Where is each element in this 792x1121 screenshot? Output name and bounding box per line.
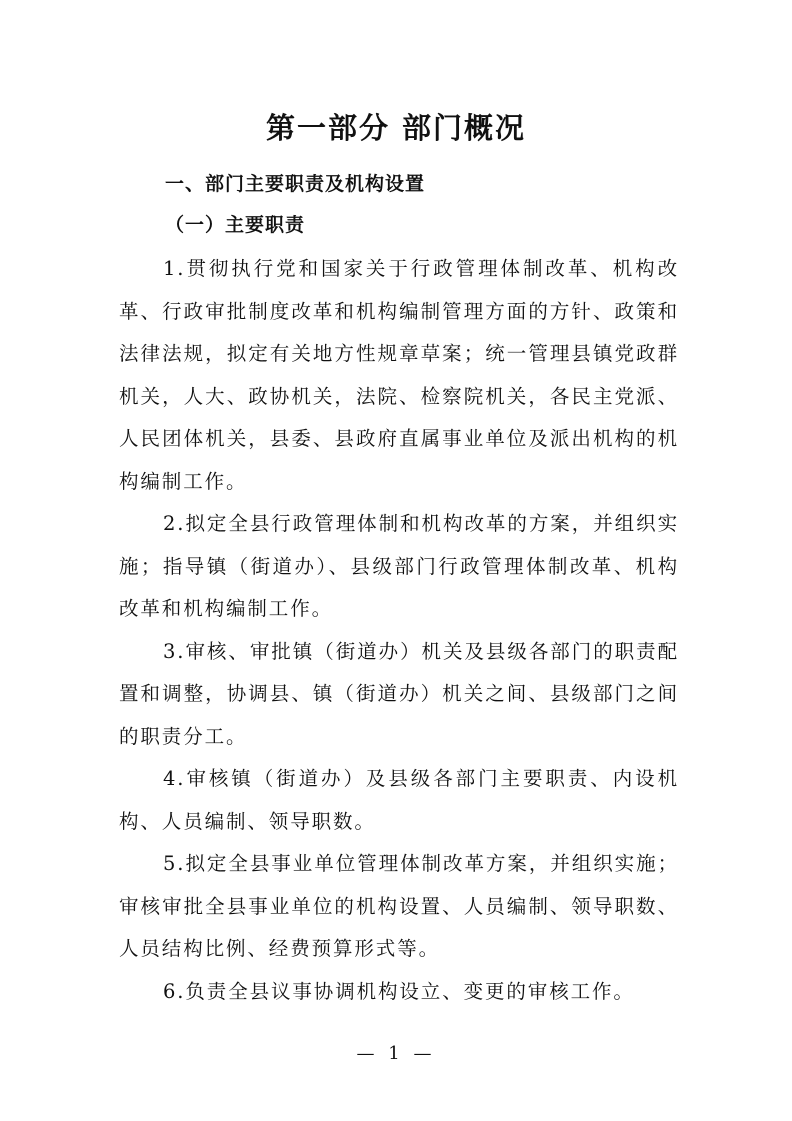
- paragraph-4: 4.审核镇（街道办）及县级各部门主要职责、内设机构、人员编制、领导职数。: [119, 767, 679, 833]
- page-number: — 1 —: [356, 1043, 436, 1064]
- paragraph-6: 6.负责全县议事协调机构设立、变更的审核工作。: [163, 979, 635, 1003]
- section-heading: 一、部门主要职责及机构设置: [165, 173, 426, 195]
- paragraph-2: 2.拟定全县行政管理体制和机构改革的方案，并组织实施；指导镇（街道办）、县级部门行政管理体制改革、机构改革和机构编制工作。: [119, 512, 679, 620]
- body-text: [119, 248, 679, 1013]
- paragraph-1: 1.贯彻执行党和国家关于行政管理体制改革、机构改革、行政审批制度改革和机构编制管理方面的方针、政策和法律法规，拟定有关地方性规章草案；统一管理县镇党政群机关，人大、政协机关，法院、检察院机关，各民主党派、人民团体机关，县委、县政府直属事业单位及派出机构的机构编制工作。: [119, 257, 679, 493]
- paragraph-5: 5.拟定全县事业单位管理体制改革方案，并组织实施；审核审批全县事业单位的机构设置、人员编制、领导职数、人员结构比例、经费预算形式等。: [119, 852, 679, 960]
- page-title: 第一部分 部门概况: [265, 111, 527, 145]
- subsection-heading: （一）主要职责: [165, 214, 306, 236]
- paragraph-3: 3.审核、审批镇（街道办）机关及县级各部门的职责配置和调整，协调县、镇（街道办）机关之间、县级部门之间的职责分工。: [119, 639, 679, 748]
